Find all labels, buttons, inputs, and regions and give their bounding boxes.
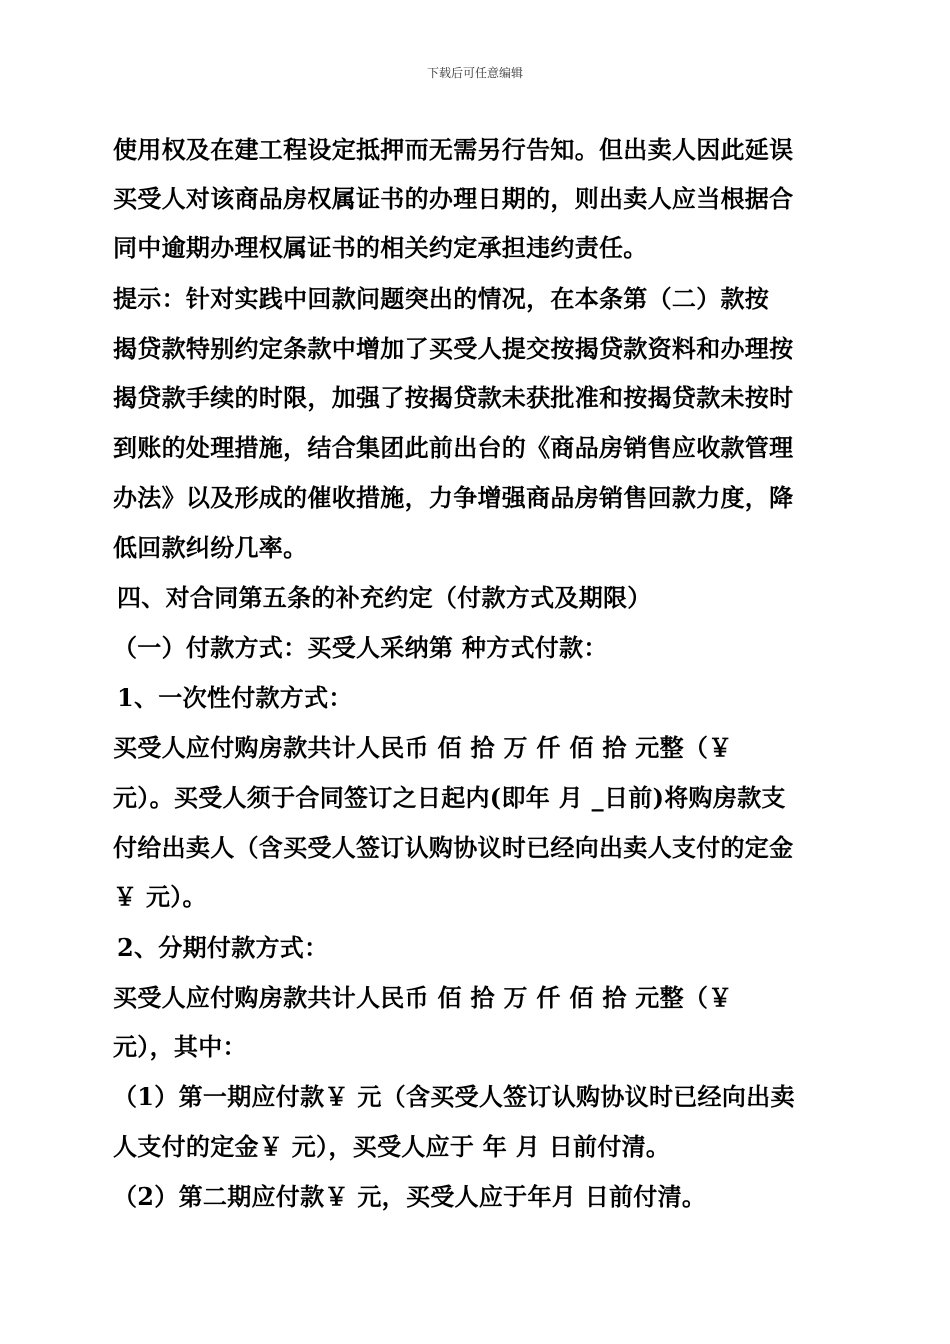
- body-line: 使用权及在建工程设定抵押而无需另行告知。但出卖人因此延误: [113, 135, 794, 164]
- body-line: 到账的处理措施，结合集团此前出台的《商品房销售应收款管理: [113, 433, 794, 462]
- body-line: 人支付的定金￥ 元），买受人应于 年 月 日前付清。: [113, 1132, 671, 1161]
- body-line: 揭贷款特别约定条款中增加了买受人提交按揭贷款资料和办理按: [113, 334, 794, 363]
- body-line: 元），其中：: [113, 1032, 247, 1061]
- body-line: 买受人应付购房款共计人民币 佰 拾 万 仟 佰 拾 元整（￥: [113, 983, 733, 1012]
- body-line: 元）。买受人须于合同签订之日起内(即年 月 _日前)将购房款支: [113, 783, 786, 812]
- body-line: 低回款纠纷几率。: [113, 533, 308, 562]
- body-line: 提示：针对实践中回款问题突出的情况，在本条第（二）款按: [113, 284, 770, 313]
- body-line: 揭贷款手续的时限，加强了按揭贷款未获批准和按揭贷款未按时: [113, 383, 794, 412]
- body-line: 买受人应付购房款共计人民币 佰 拾 万 仟 佰 拾 元整（￥: [113, 733, 733, 762]
- body-line: （2）第二期应付款￥ 元，买受人应于年月 日前付清。: [113, 1182, 707, 1211]
- body-line: 买受人对该商品房权属证书的办理日期的，则出卖人应当根据合: [113, 184, 794, 213]
- body-line: （一）付款方式：买受人采纳第 种方式付款：: [113, 633, 608, 662]
- section-heading: 四、对合同第五条的补充约定（付款方式及期限）: [117, 583, 652, 612]
- body-line: ￥ 元）。: [113, 882, 207, 911]
- subsection-heading: 2、分期付款方式：: [117, 933, 329, 962]
- page-header: 下载后可任意编辑: [426, 66, 523, 80]
- body-line: 办法》以及形成的催收措施，力争增强商品房销售回款力度，降: [113, 483, 794, 512]
- body-line: 付给出卖人（含买受人签订认购协议时已经向出卖人支付的定金: [113, 833, 794, 862]
- subsection-heading: 1、一次性付款方式：: [117, 683, 353, 712]
- body-line: 同中逾期办理权属证书的相关约定承担违约责任。: [113, 233, 648, 262]
- body-line: （1）第一期应付款￥ 元（含买受人签订认购协议时已经向出卖: [113, 1082, 795, 1111]
